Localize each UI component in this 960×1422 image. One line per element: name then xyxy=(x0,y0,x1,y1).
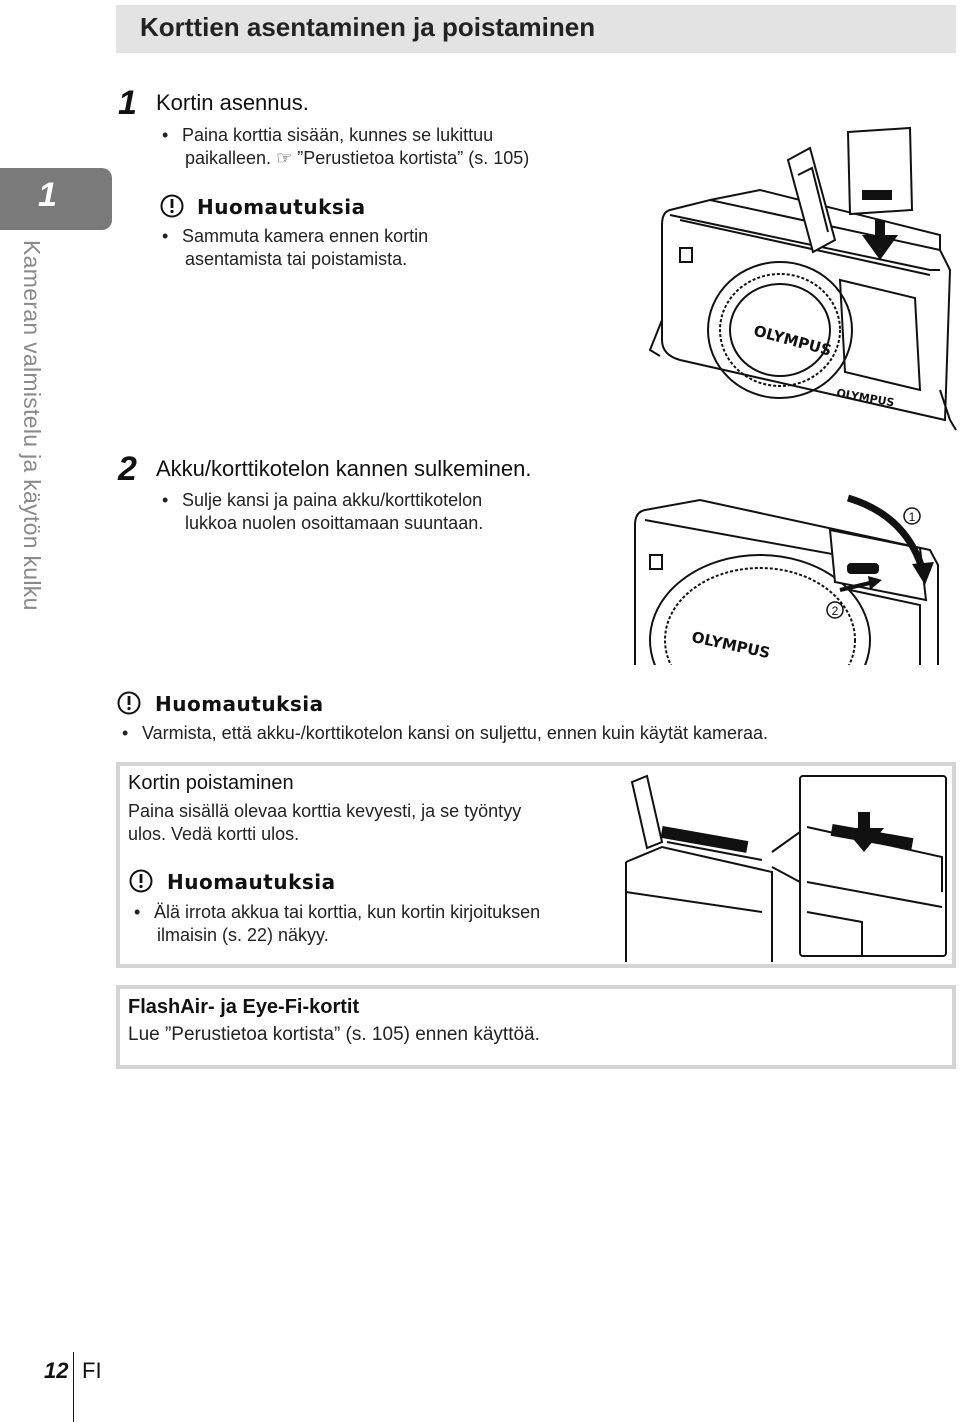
chapter-title: Kameran valmistelu ja käytön kulku xyxy=(19,240,45,611)
callout-1: 1 xyxy=(908,510,916,524)
card-removal-text xyxy=(128,800,521,846)
card-removal-title: Kortin poistaminen xyxy=(128,772,294,794)
door-close-illustration xyxy=(620,490,956,665)
card-removal-illustration xyxy=(622,772,952,962)
step-1-note: • Sammuta kamera ennen kortin asentamista tai poistamista. xyxy=(162,226,429,269)
warning-icon xyxy=(160,194,184,218)
note-2: • Varmista, että akku-/korttikotelon kansi on suljettu, ennen kuin käytät kameraa. xyxy=(122,723,768,743)
grip-logo: OLYMPUS xyxy=(835,386,896,410)
lens-cap-logo-2: OLYMPUS xyxy=(690,627,772,663)
step-1-note-heading: Huomautuksia xyxy=(197,195,366,219)
step-2-bullet-line2: lukkoa nuolen osoittamaan suuntaan. xyxy=(185,513,484,533)
language-code: FI xyxy=(82,1358,102,1383)
step-2-title: Akku/korttikotelon kannen sulkeminen. xyxy=(156,456,532,481)
step-1-number: 1 xyxy=(118,84,137,122)
card-removal-note: • Älä irrota akkua tai korttia, kun kortin kirjoituksen ilmaisin (s. 22) näkyy. xyxy=(134,902,541,945)
lens-cap-logo: OLYMPUS xyxy=(751,321,834,360)
warning-icon xyxy=(129,869,153,893)
card-removal-line1: Paina sisällä olevaa korttia kevyesti, ja se työntyy xyxy=(128,801,522,821)
footer-divider xyxy=(73,1352,74,1422)
note-2-heading: Huomautuksia xyxy=(155,692,324,716)
page-number: 12 xyxy=(44,1358,69,1383)
note-2-text: Varmista, että akku-/korttikotelon kansi on suljettu, ennen kuin käytät kameraa. xyxy=(142,723,768,743)
chapter-number: 1 xyxy=(38,176,57,214)
step-1-title: Kortin asennus. xyxy=(156,90,309,115)
card-insert-illustration xyxy=(640,120,958,440)
step-2-bullet-line1: Sulje kansi ja paina akku/korttikotelon xyxy=(182,490,483,510)
card-removal-note-heading: Huomautuksia xyxy=(167,870,336,894)
card-removal-note-line1: Älä irrota akkua tai korttia, kun kortin kirjoituksen xyxy=(154,902,541,922)
step-1-note-line2: asentamista tai poistamista. xyxy=(185,249,408,269)
step-1-note-line1: Sammuta kamera ennen kortin xyxy=(182,226,429,246)
step-2-bullet: • Sulje kansi ja paina akku/korttikotelon lukkoa nuolen osoittamaan suuntaan. xyxy=(162,490,484,533)
page-title: Korttien asentaminen ja poistaminen xyxy=(140,12,596,42)
warning-icon xyxy=(117,691,141,715)
card-removal-line2: ulos. Vedä kortti ulos. xyxy=(128,824,300,844)
step-1-bullet-line1: Paina korttia sisään, kunnes se lukittuu xyxy=(182,125,494,145)
step-1-bullet-line2: paikalleen. ☞ ”Perustietoa kortista” (s. 105) xyxy=(185,148,530,168)
flashair-text: Lue ”Perustietoa kortista” (s. 105) ennen käyttöä. xyxy=(128,1024,540,1045)
step-1-bullet: • Paina korttia sisään, kunnes se lukittuu paikalleen. ☞ ”Perustietoa kortista” (s. 105) xyxy=(162,125,530,168)
flashair-title: FlashAir- ja Eye-Fi-kortit xyxy=(128,996,360,1018)
card-removal-note-line2: ilmaisin (s. 22) näkyy. xyxy=(157,925,329,945)
callout-2: 2 xyxy=(831,604,839,618)
step-2-number: 2 xyxy=(118,450,137,488)
